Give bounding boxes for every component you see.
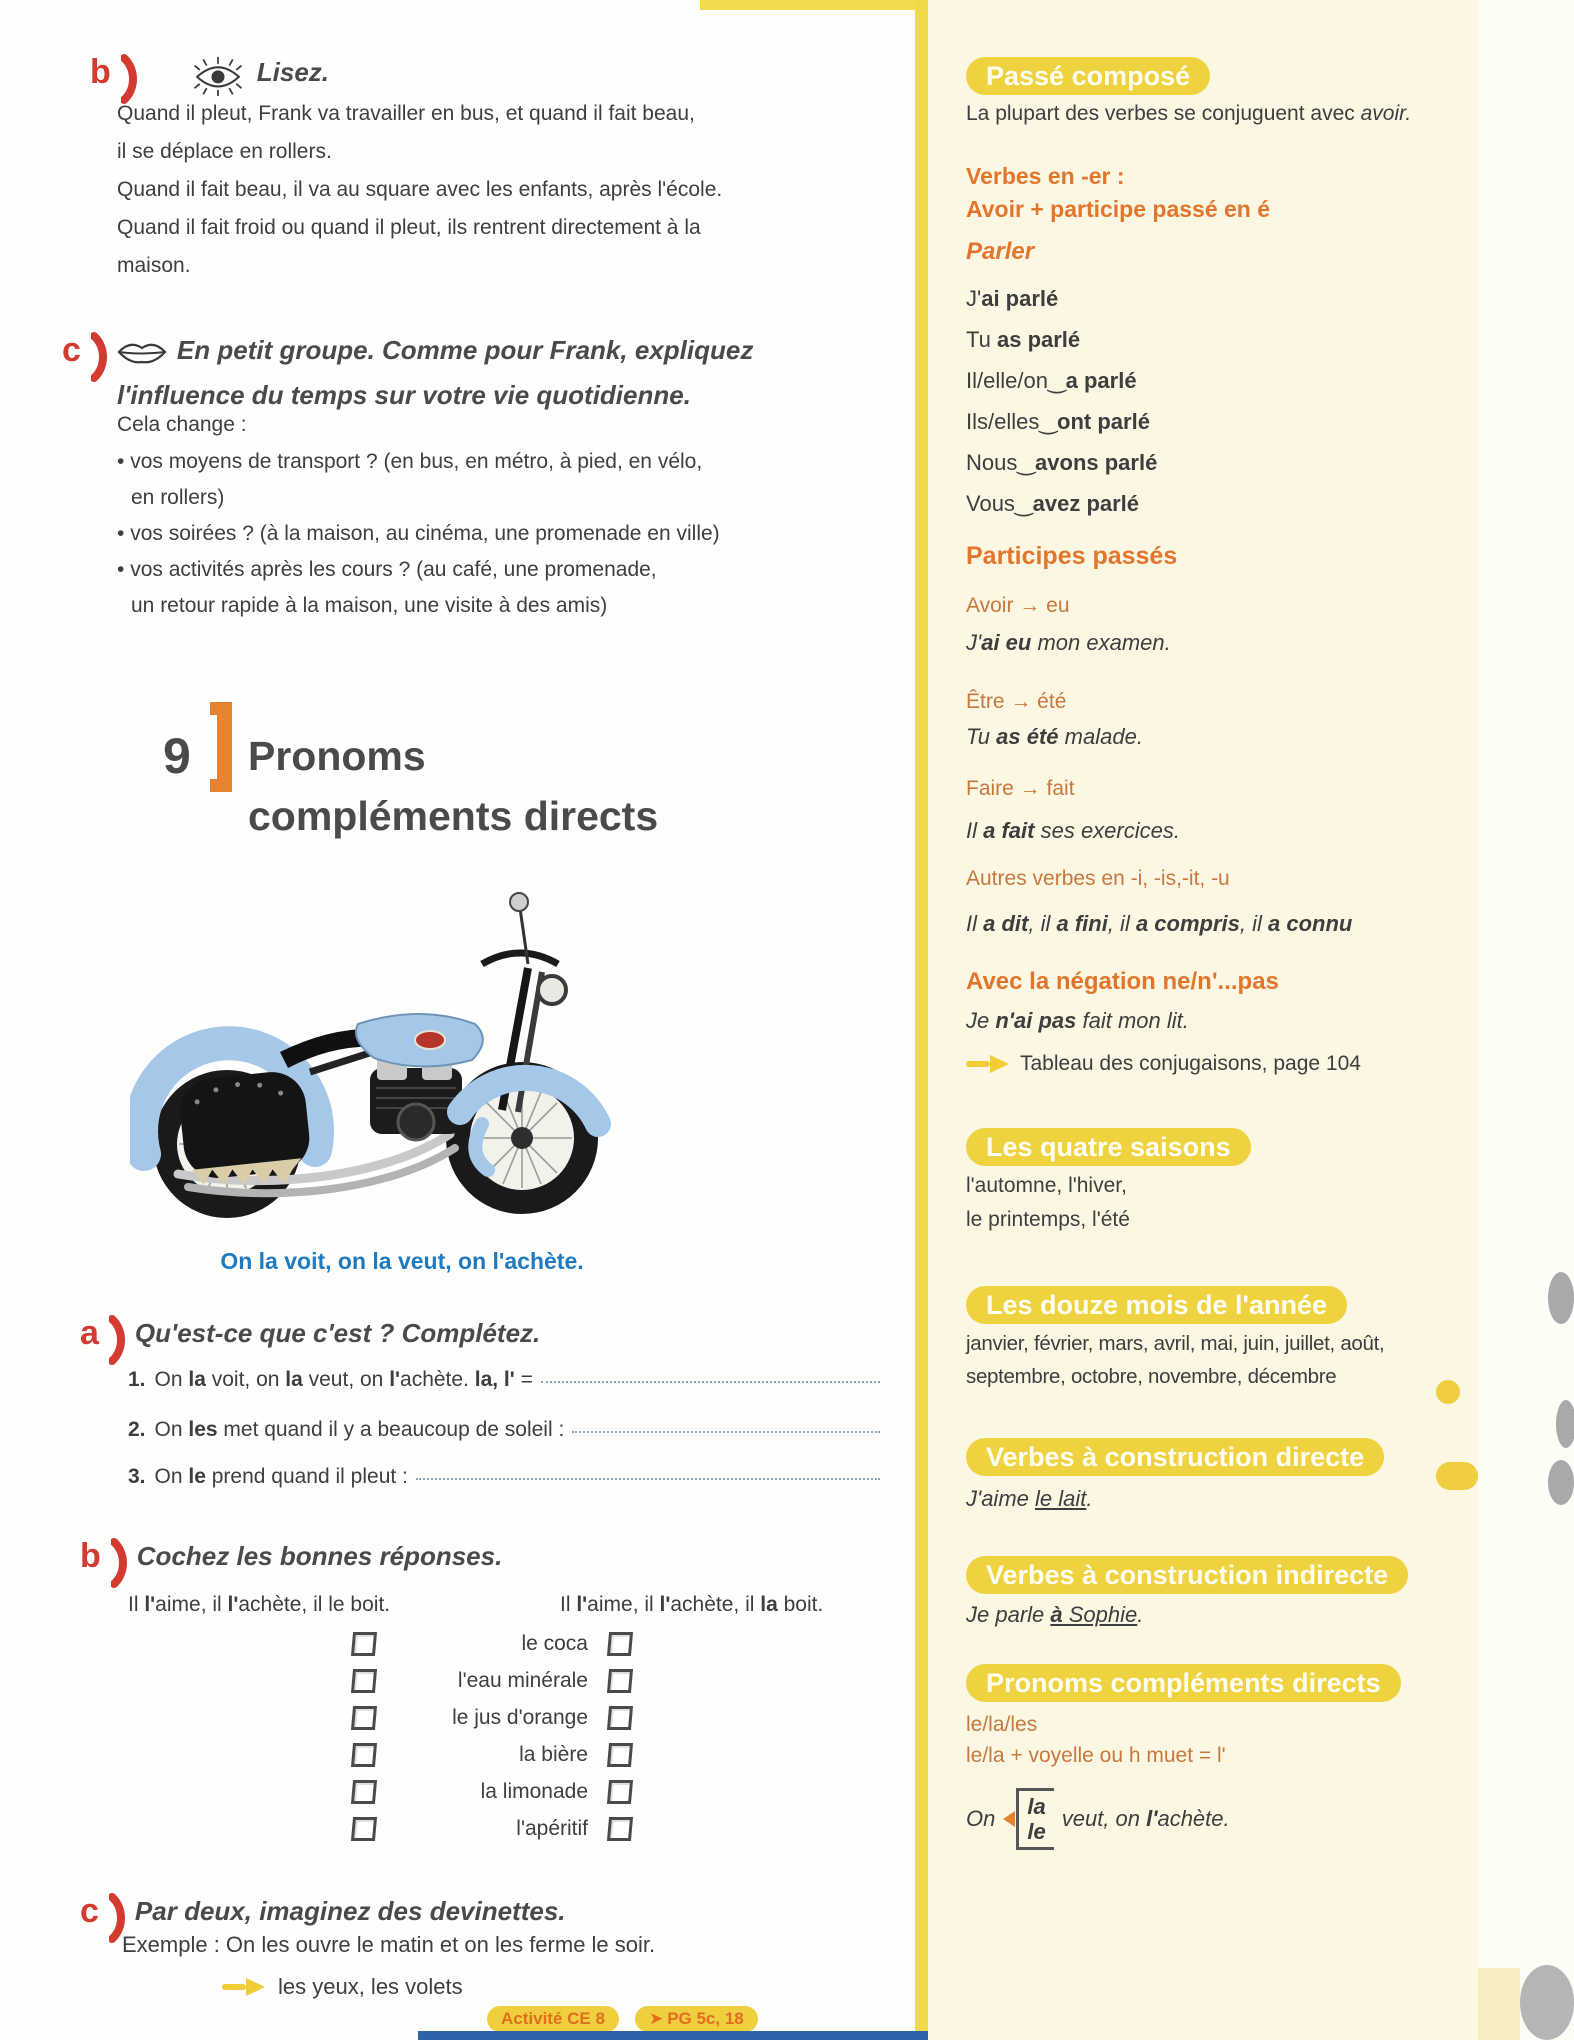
participe-example: Il a dit, il a fini, il a compris, il a connu [966, 911, 1353, 936]
participe-rule: Faire → fait [966, 777, 1075, 800]
mois-line: septembre, octobre, novembre, décembre [966, 1365, 1337, 1388]
eye-icon [189, 56, 247, 96]
pronoms-rule2: le/la + voyelle ou h muet = l' [966, 1744, 1226, 1767]
pill-title: Passé composé [966, 57, 1210, 95]
tank-logo [415, 1031, 445, 1049]
conjugation-line: Vous‿avez parlé [966, 491, 1140, 516]
checkbox[interactable] [351, 1780, 377, 1804]
exercise-c-speak-header [62, 332, 753, 382]
pronoun-brace [1016, 1788, 1053, 1850]
pill-title: Les douze mois de l'année [966, 1286, 1347, 1324]
page-edge-artifact [1520, 1965, 1574, 2040]
checkbox[interactable] [607, 1632, 633, 1656]
grammar-sidebar [928, 0, 1478, 2040]
checkbox[interactable] [351, 1669, 377, 1693]
checkbox[interactable] [607, 1743, 633, 1767]
page-edge-artifact [1556, 1400, 1574, 1448]
participe-rule: Être → été [966, 690, 1067, 713]
beverage-label: la limonade [480, 1780, 588, 1803]
verbes-er-heading-line1: Verbes en -er : [966, 163, 1125, 189]
yellow-arrow-icon [222, 1977, 266, 1997]
sidebar-section-title [966, 1556, 1408, 1594]
exercise-title: Cochez les bonnes réponses. [136, 1541, 503, 1571]
column-header-right: Il l'aime, il l'achète, il la boit. [560, 1593, 824, 1616]
fill-in-item [128, 1418, 880, 1442]
item-number: 1. [128, 1368, 146, 1391]
red-bracket-icon [91, 332, 107, 382]
item-text: On le prend quand il pleut : [154, 1465, 408, 1488]
red-bracket-icon [111, 1538, 127, 1588]
pronoun-example-rest: veut, on l'achète. [1061, 1806, 1230, 1831]
reading-line: Quand il fait froid ou quand il pleut, ils rentrent directement à la [117, 216, 701, 239]
footer-references [487, 2006, 758, 2032]
bullet-line: un retour rapide à la maison, une visite à des amis) [131, 594, 608, 617]
exercise-title-line2: l'influence du temps sur votre vie quotidienne. [117, 380, 691, 410]
sidebar-section-title [966, 1438, 1384, 1476]
reading-line: Quand il fait beau, il va au square avec les enfants, après l'école. [117, 178, 723, 201]
on-word: On [966, 1806, 996, 1831]
saisons-line: le printemps, l'été [966, 1208, 1130, 1231]
section-title-line: Pronoms [248, 733, 426, 779]
exercise-a-header [80, 1315, 540, 1365]
checkbox[interactable] [351, 1632, 377, 1656]
motorcycle-image [130, 872, 622, 1240]
yellow-pill-fragment [1436, 1462, 1478, 1490]
negation-example: Je n'ai pas fait mon lit. [966, 1008, 1189, 1033]
parler-heading: Parler [966, 238, 1035, 265]
checkbox[interactable] [351, 1743, 377, 1767]
sidebar-section-title [966, 1664, 1401, 1702]
conjugation-line: Il/elle/on‿a parlé [966, 368, 1137, 393]
saisons-line: l'automne, l'hiver, [966, 1174, 1127, 1197]
sidebar-section-title [966, 1286, 1347, 1324]
checkbox[interactable] [607, 1669, 633, 1693]
pg-reference-badge: ➤ PG 5c, 18 [635, 2006, 758, 2032]
fill-in-item [128, 1368, 880, 1392]
passe-compose-intro: La plupart des verbes se conjuguent avec avoir. [966, 102, 1412, 125]
yellow-dot-decoration [1436, 1380, 1460, 1404]
example-sentence: Exemple : On les ouvre le matin et on les ferme le soir. [122, 1932, 656, 1957]
exercise-letter: c [62, 331, 81, 369]
answer-blank[interactable] [541, 1379, 880, 1383]
column-header-left: Il l'aime, il l'achète, il le boit. [128, 1593, 391, 1616]
conjugation-line: J'ai parlé [966, 286, 1059, 311]
page-edge-artifact [1478, 1968, 1520, 2040]
exercise-letter: b [80, 1537, 101, 1575]
beverage-checklist [352, 1632, 632, 1841]
example-answer-row [222, 1974, 463, 2000]
directe-example: J'aime le lait. [966, 1486, 1093, 1511]
sidebar-section-title [966, 57, 1210, 95]
section-number: 9 [163, 728, 191, 784]
beverage-label: le jus d'orange [452, 1706, 588, 1729]
exercise-title: Par deux, imaginez des devinettes. [134, 1896, 566, 1926]
indirecte-example: Je parle à Sophie. [966, 1602, 1144, 1627]
checkbox[interactable] [607, 1706, 633, 1730]
conjugation-line: Tu as parlé [966, 327, 1081, 352]
fill-in-item [128, 1465, 880, 1489]
exercise-title: Lisez. [256, 57, 330, 87]
participe-example: Tu as été malade. [966, 724, 1143, 749]
brace-arrow-icon [1003, 1811, 1015, 1827]
conjugation-line: Nous‿avons parlé [966, 450, 1158, 475]
answer-blank[interactable] [416, 1476, 880, 1480]
checkbox[interactable] [607, 1817, 633, 1841]
exercise-b2-header [80, 1538, 502, 1588]
reading-line: il se déplace en rollers. [117, 140, 332, 163]
speak-bullets [117, 444, 777, 624]
bullet-line: • vos soirées ? (à la maison, au cinéma, une promenade en ville) [117, 516, 777, 552]
lips-icon [117, 338, 167, 366]
exercise-letter: b [90, 53, 111, 91]
item-number: 3. [128, 1465, 146, 1488]
mois-line: janvier, février, mars, avril, mai, juin, juillet, août, [966, 1332, 1385, 1355]
pill-title: Pronoms compléments directs [966, 1664, 1401, 1702]
page-edge [1478, 0, 1574, 2040]
reading-line: Quand il pleut, Frank va travailler en bus, et quand il fait beau, [117, 102, 695, 125]
beverage-label: l'eau minérale [457, 1669, 588, 1692]
section-title-line: compléments directs [248, 793, 659, 839]
yellow-arrow-icon [966, 1054, 1010, 1074]
pronoun-example [966, 1788, 1230, 1850]
speak-intro: Cela change : [117, 413, 247, 436]
pill-title: Verbes à construction indirecte [966, 1556, 1408, 1594]
verbes-er-heading-line2: Avoir + participe passé en é [966, 196, 1271, 222]
participe-example: J'ai eu mon examen. [966, 630, 1171, 655]
item-text: On la voit, on la veut, on l'achète. la, l' = [154, 1368, 533, 1391]
section-title [248, 726, 658, 846]
conjugation-reference [966, 1052, 1361, 1076]
pill-title: Verbes à construction directe [966, 1438, 1384, 1476]
exercise-letter: c [80, 1892, 99, 1930]
participes-heading: Participes passés [966, 542, 1178, 570]
reading-line: maison. [117, 254, 191, 277]
participe-example: Il a fait ses exercices. [966, 818, 1180, 843]
item-text: On les met quand il y a beaucoup de soleil : [154, 1418, 565, 1441]
reference-text: Tableau des conjugaisons, page 104 [1020, 1052, 1361, 1075]
orange-bracket-icon [210, 702, 232, 792]
checkbox[interactable] [351, 1817, 377, 1841]
example-answer: les yeux, les volets [278, 1974, 463, 1999]
answer-blank[interactable] [572, 1429, 880, 1433]
pronoun-option: la [1027, 1794, 1046, 1819]
reading-text [117, 95, 777, 285]
photo-caption: On la voit, on la veut, on l'achète. [220, 1248, 584, 1274]
sidebar-section-title [966, 1128, 1251, 1166]
checkbox[interactable] [607, 1780, 633, 1804]
bullet-line: • vos moyens de transport ? (en bus, en métro, à pied, en vélo, [117, 444, 777, 480]
participe-rule: Avoir → eu [966, 594, 1070, 617]
pronoun-option: le [1027, 1819, 1046, 1844]
checkbox[interactable] [351, 1706, 377, 1730]
pill-title: Les quatre saisons [966, 1128, 1251, 1166]
exercise-title-line1: En petit groupe. Comme pour Frank, expliquez [176, 335, 754, 365]
negation-heading: Avec la négation ne/n'...pas [966, 968, 1279, 995]
exercise-letter: a [80, 1314, 99, 1352]
arrow-icon: ➤ [648, 2009, 664, 2028]
beverage-label: la bière [519, 1743, 588, 1766]
bullet-line: • vos activités après les cours ? (au café, une promenade, [117, 552, 777, 588]
conjugation-line: Ils/elles‿ont parlé [966, 409, 1150, 434]
page-edge-artifact [1548, 1460, 1574, 1505]
item-number: 2. [128, 1418, 146, 1441]
exercise-title: Qu'est-ce que c'est ? Complétez. [134, 1318, 541, 1348]
conjugation-table [966, 278, 1157, 524]
participe-rule: Autres verbes en -i, -is,-it, -u [966, 867, 1230, 890]
bullet-line: en rollers) [131, 486, 225, 509]
activity-badge: Activité CE 8 [487, 2006, 619, 2032]
beverage-label: le coca [521, 1632, 588, 1655]
sidebar-edge-stripe [915, 0, 928, 2040]
beverage-label: l'apéritif [516, 1817, 588, 1840]
page-edge-artifact [1548, 1272, 1574, 1324]
red-bracket-icon [109, 1315, 125, 1365]
pronoms-rule1: le/la/les [966, 1713, 1038, 1736]
